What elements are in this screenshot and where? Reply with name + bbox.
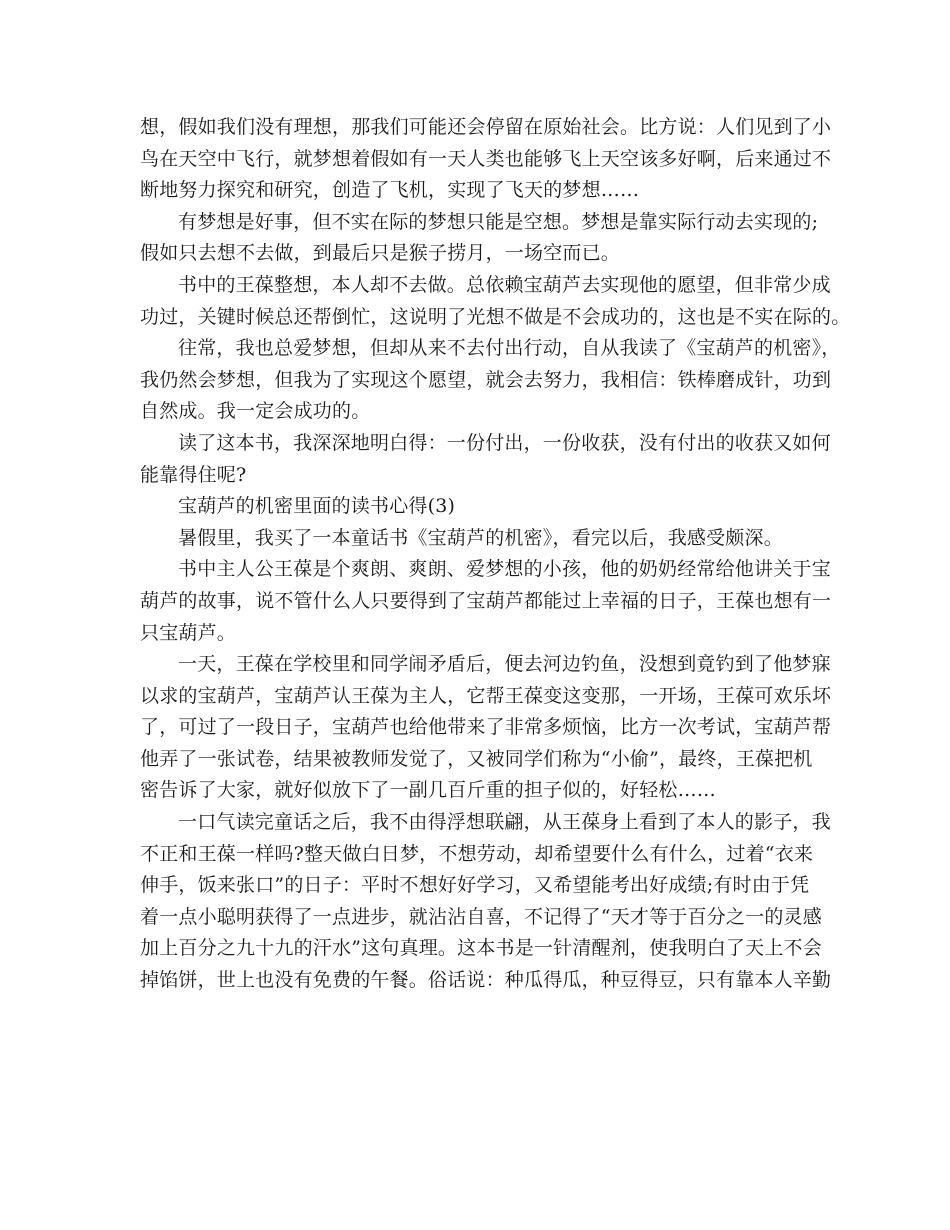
text-line: 只宝葫芦。 [140,621,237,644]
text-line: 有梦想是好事，但不实在际的梦想只能是空想。梦想是靠实际行动去实现的; [178,210,819,233]
text-line: 书中主人公王葆是个爽朗、爽朗、爱梦想的小孩，他的奶奶经常给他讲关于宝 [178,558,831,581]
text-line: 我仍然会梦想，但我为了实现这个愿望，就会去努力，我相信：铁棒磨成针，功到 [140,368,832,391]
text-line: 往常，我也总爱梦想，但却从来不去付出行动，自从我读了《宝葫芦的机密》， [178,337,841,360]
text-line: 加上百分之九十九的汗水”这句真理。这本书是一针清醒剂，使我明白了天上不会 [140,937,822,960]
text-line: 葫芦的故事，说不管什么人只要得到了宝葫芦都能过上幸福的日子，王葆也想有一 [140,589,832,612]
text-line: 了，可过了一段日子，宝葫芦也给他带来了非常多烦恼，比方一次考试，宝葫芦帮 [140,716,832,739]
text-line: 不正和王葆一样吗?整天做白日梦，不想劳动，却希望要什么有什么，过着“衣来 [140,842,814,865]
text-line: 断地努力探究和研究，创造了飞机，实现了飞天的梦想…… [140,179,640,202]
text-line: 读了这本书，我深深地明白得：一份付出，一份收获，没有付出的收获又如何 [178,431,831,454]
text-line: 鸟在天空中飞行，就梦想着假如有一天人类也能够飞上天空该多好啊，后来通过不 [140,147,832,170]
text-line: 一天，王葆在学校里和同学闹矛盾后，便去河边钓鱼，没想到竟钓到了他梦寐 [178,653,831,676]
text-line: 着一点小聪明获得了一点进步，就沾沾自喜，不记得了“天才等于百分之一的灵感 [140,905,822,928]
text-line: 暑假里，我买了一本童话书《宝葫芦的机密》，看完以后，我感受颇深。 [178,526,783,549]
text-line: 宝葫芦的机密里面的读书心得(3) [178,495,456,518]
body-text [140,112,851,997]
text-line: 掉馅饼，世上也没有免费的午餐。俗话说：种瓜得瓜，种豆得豆，只有靠本人辛勤 [140,969,832,992]
text-line: 伸手，饭来张口”的日子：平时不想好好学习，又希望能考出好成绩;有时由于凭 [140,874,810,897]
text-line: 能靠得住呢? [140,463,247,486]
text-line: 假如只去想不去做，到最后只是猴子捞月，一场空而已。 [140,242,621,265]
text-line: 密告诉了大家，就好似放下了一副几百斤重的担子似的，好轻松…… [140,779,717,802]
text-line: 以求的宝葫芦，宝葫芦认王葆为主人，它帮王葆变这变那，一开场，王葆可欢乐坏 [140,684,832,707]
text-line: 自然成。我一定会成功的。 [140,400,371,423]
text-line: 想，假如我们没有理想，那我们可能还会停留在原始社会。比方说：人们见到了小 [140,116,832,138]
text-line: 书中的王葆整想，本人却不去做。总依赖宝葫芦去实现他的愿望，但非常少成 [178,273,831,296]
text-line: 一口气读完童话之后，我不由得浮想联翩，从王葆身上看到了本人的影子，我 [178,811,831,834]
text-line: 他弄了一张试卷，结果被教师发觉了，又被同学们称为“小偷”，最终，王葆把机 [140,747,813,770]
text-line: 功过，关键时候总还帮倒忙，这说明了光想不做是不会成功的，这也是不实在际的。 [140,305,851,328]
